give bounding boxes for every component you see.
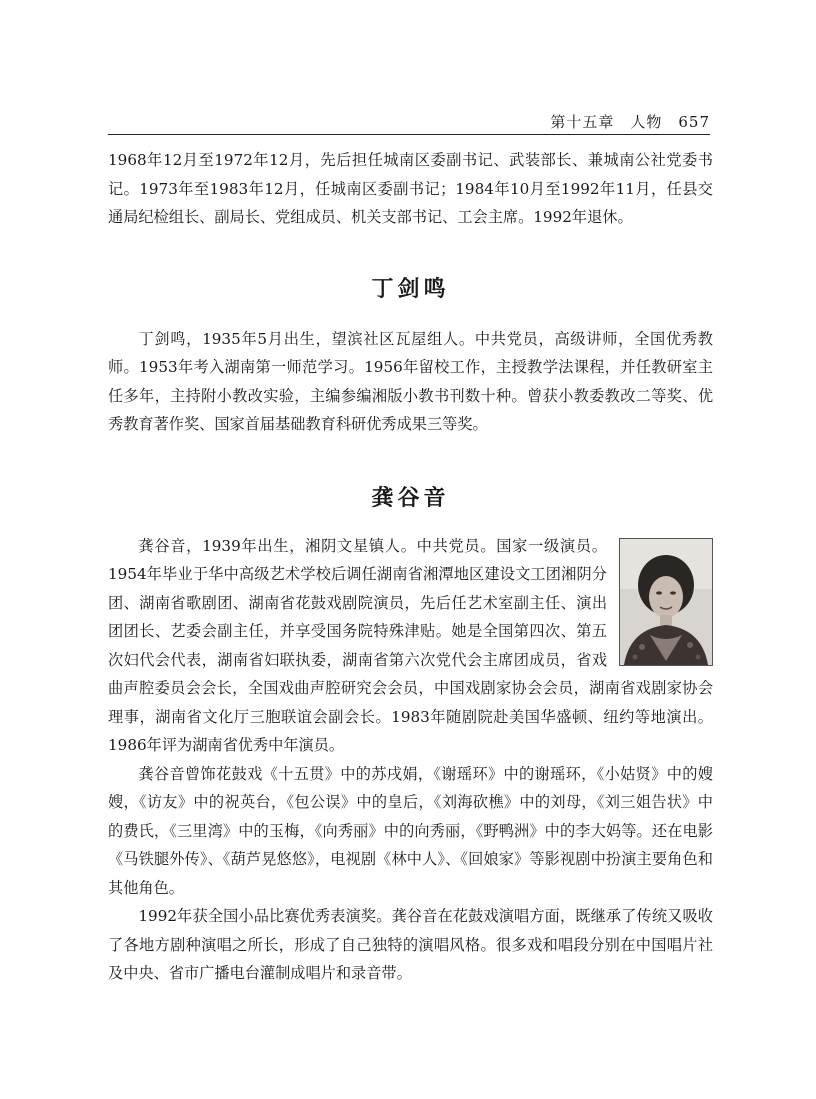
intro-paragraph: 1968年12月至1972年12月，先后担任城南区委副书记、武装部长、兼城南公社党委书记。1973年至1983年12月，任城南区委副书记；1984年10月至1992年11月，任县交通局纪检组长、副局长、党组成员、机关支部书记、工会主席。1992年退休。 xyxy=(108,151,713,226)
running-header xyxy=(108,108,710,135)
paragraph-ding-jianming: 丁剑鸣，1935年5月出生，望滨社区瓦屋组人。中共党员，高级讲师，全国优秀教师。1953年考入湖南第一师范学习。1956年留校工作，主授教学法课程，并任教研室主任多年，主持附小教改实验，主编参编湘版小教书刊数十种。曾获小教委教改二等奖、优秀教育著作奖、国家首届基础教育科研优秀成果三等奖。 xyxy=(108,329,713,433)
header-chapter-page: 第十五章 人物 657 xyxy=(550,113,710,131)
page-body xyxy=(108,146,713,988)
paragraph-gong-guyin-biography: 龚谷音，1939年出生，湘阴文星镇人。中共党员。国家一级演员。1954年毕业于华中高级艺术学校后调任湖南省湘潭地区建设文工团湘阴分团、湖南省歌剧团、湖南省花鼓戏剧院演员，先后任艺术室副主任、演出团团长、艺委会副主任，并享受国务院特殊津贴。她是全国第四次、第五次妇代会代表，湖南省妇联执委，湖南省第六次党代会主席团成员，省戏曲声腔委员会会长，全国戏曲声腔研究会会员，中国戏剧家协会会员，湖南省戏剧家协会理事，湖南省文化厅三胞联谊会副会长。1983年随剧院赴美国华盛顿、纽约等地演出。1986年评为湖南省优秀中年演员。 xyxy=(108,536,713,754)
section-title-gong-guyin: 龚谷音 xyxy=(371,485,450,511)
paragraph-gong-guyin-roles: 龚谷音曾饰花鼓戏《十五贯》中的苏戌娟，《谢瑶环》中的谢瑶环，《小姑贤》中的嫂嫂，《访友》中的祝英台，《包公误》中的皇后，《刘海砍樵》中的刘母，《刘三姐告状》中的费氏，《三里湾》中的玉梅，《向秀丽》中的向秀丽，《野鸭洲》中的李大妈等。还在电影《马铁腿外传》、《葫芦晃悠悠》，电视剧《林中人》、《回娘家》等影视剧中扮演主要角色和其他角色。 xyxy=(108,764,713,897)
section-title-ding-jianming: 丁剑鸣 xyxy=(371,276,450,302)
paragraph-gong-guyin-awards: 1992年获全国小品比赛优秀表演奖。龚谷音在花鼓戏演唱方面，既继承了传统又吸收了各地方剧种演唱之所长，形成了自己独特的演唱风格。很多戏和唱段分别在中国唱片社及中央、省市广播电台灌制成唱片和录音带。 xyxy=(108,907,713,982)
portrait-photo xyxy=(619,538,713,666)
